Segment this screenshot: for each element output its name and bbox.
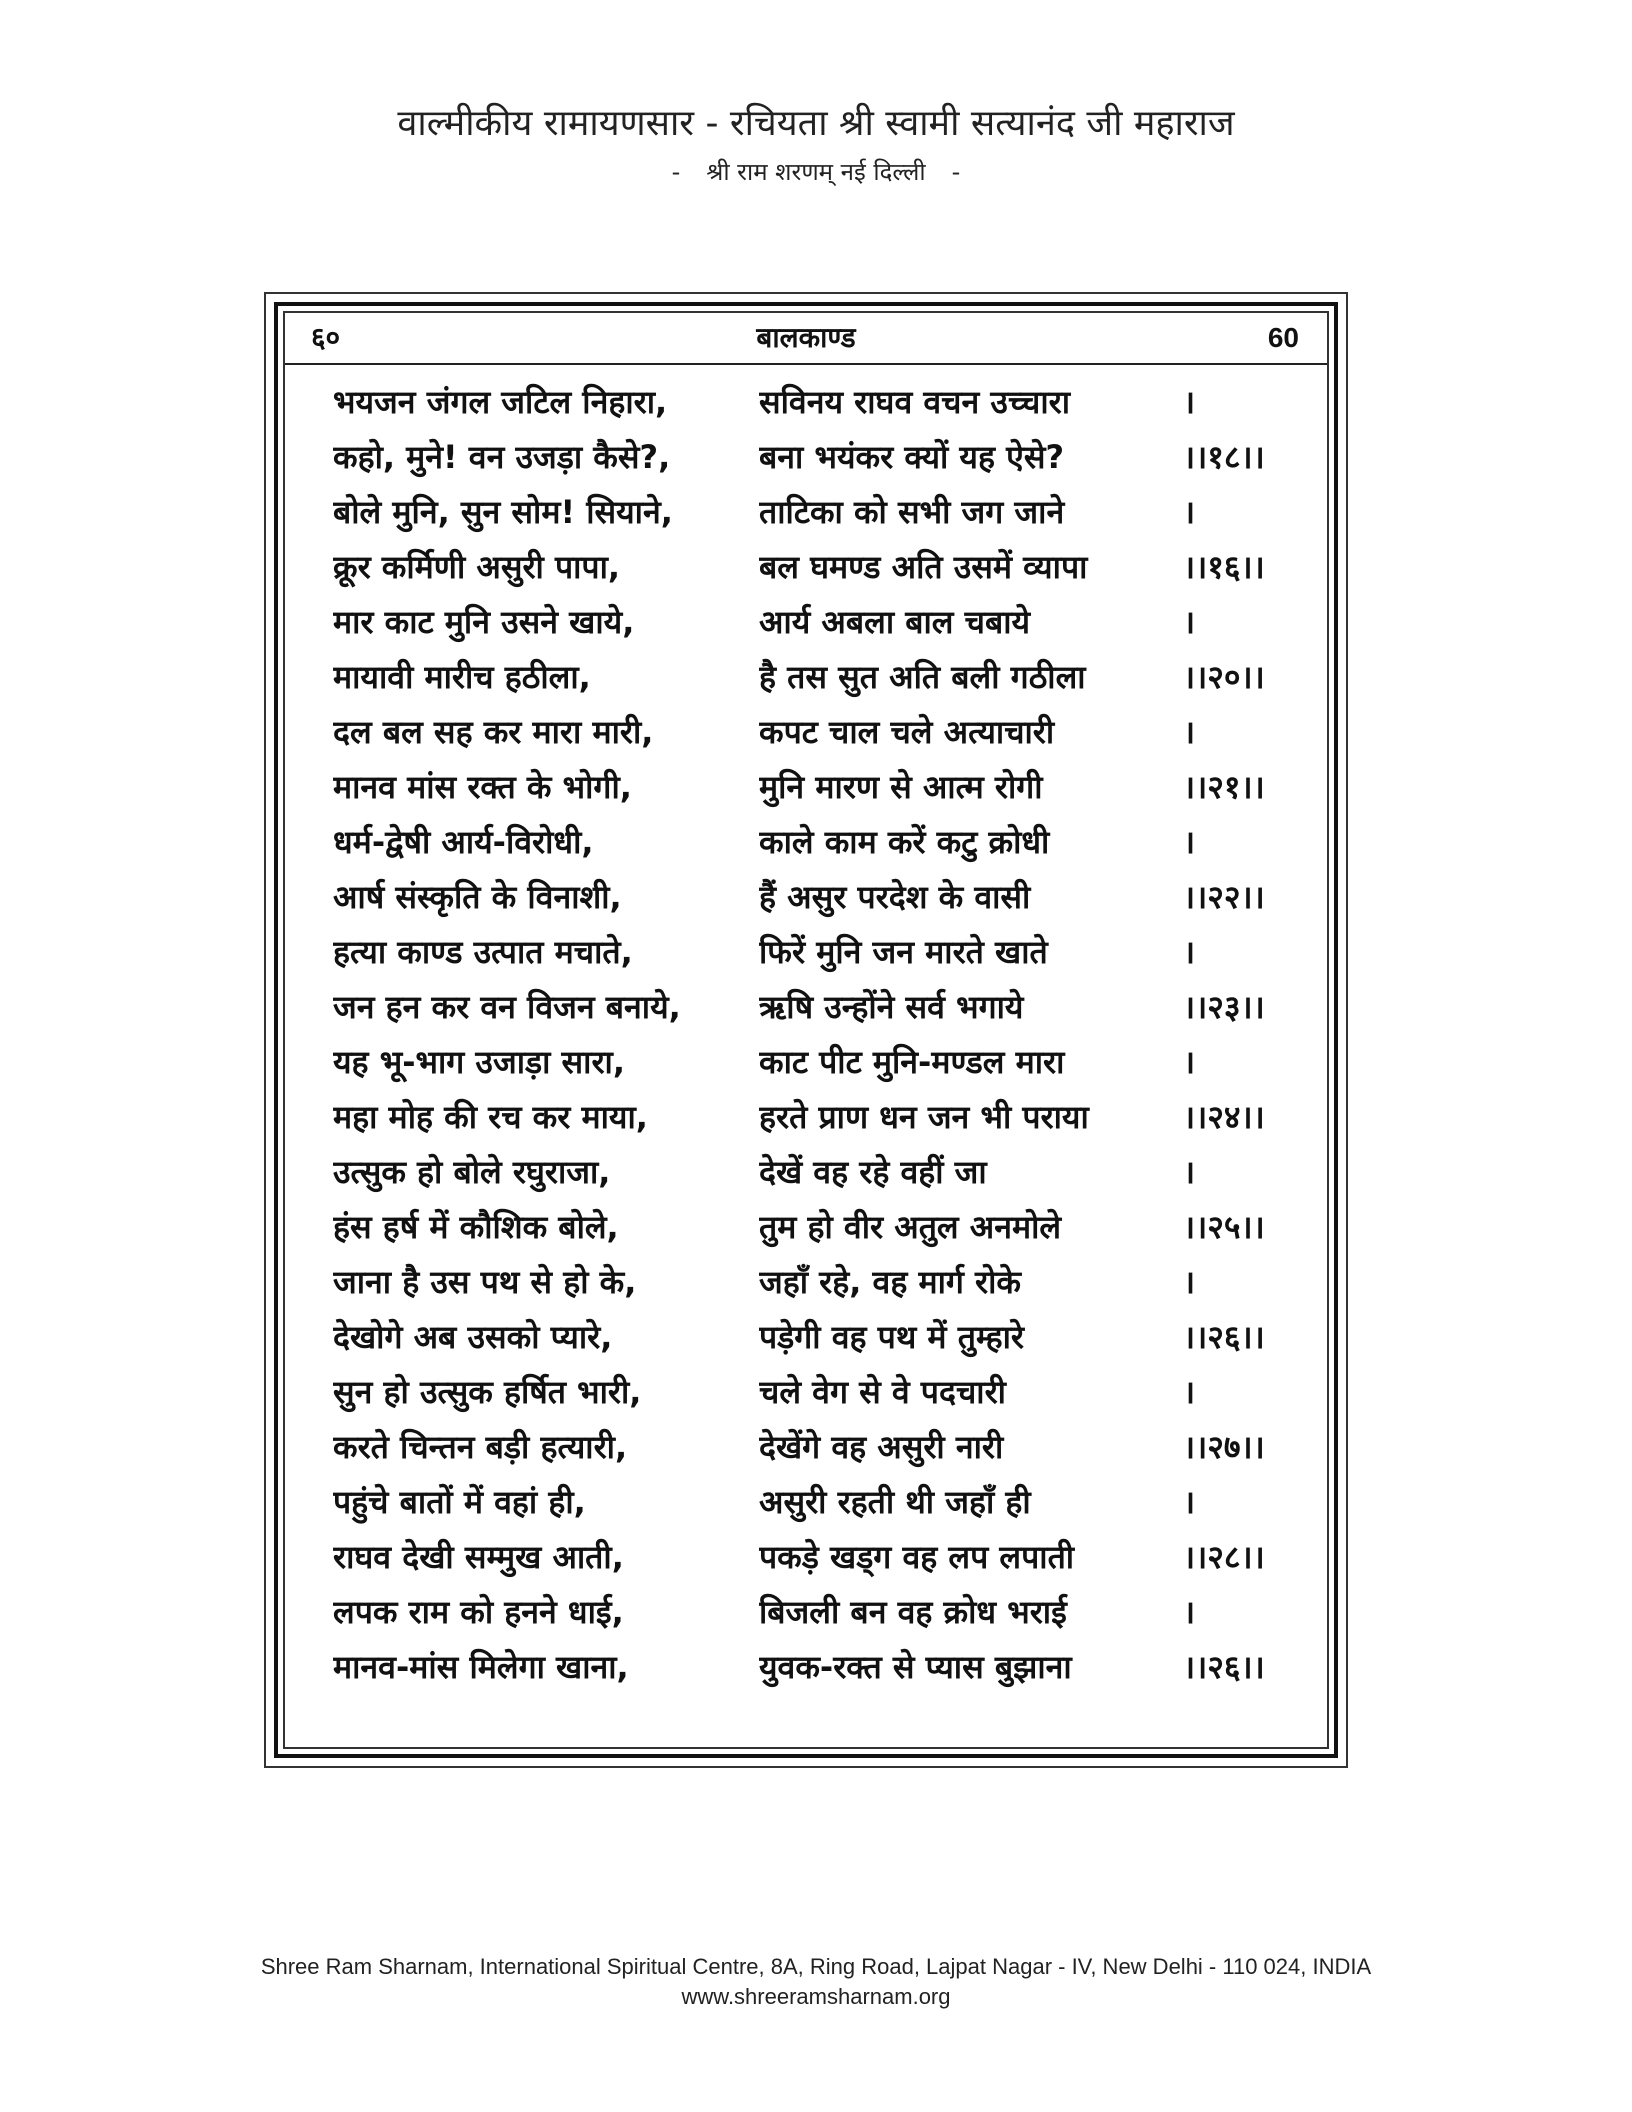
- verse-second-half: ताटिका को सभी जग जाने: [759, 493, 1065, 531]
- verse-marker: ।: [1183, 713, 1196, 751]
- footer-address: Shree Ram Sharnam, International Spiritual Centre, 8A, Ring Road, Lajpat Nagar - IV, New Delhi - 110 024, INDIA: [260, 1954, 1372, 1979]
- verse-row: [285, 540, 1327, 595]
- verse-second-half: असुरी रहती थी जहाँ ही: [759, 1483, 1031, 1521]
- verse-marker: ।।२५।।: [1183, 1208, 1265, 1246]
- verse-second-half: बल घमण्ड अति उसमें व्यापा: [759, 548, 1088, 586]
- verse-second-half: बना भयंकर क्यों यह ऐसे?: [759, 438, 1065, 476]
- verse-row: [285, 485, 1327, 540]
- verse-row: [285, 1420, 1327, 1475]
- page-number-arabic: 60: [1267, 322, 1299, 353]
- book-page-frame: [264, 292, 1348, 1768]
- verse-first-half: मानव-मांस मिलेगा खाना,: [333, 1648, 629, 1686]
- verse-second-half: फिरें मुनि जन मारते खाते: [759, 933, 1048, 971]
- book-page-content: [283, 311, 1329, 1749]
- verse-row: [285, 595, 1327, 650]
- verse-marker: ।।२८।।: [1183, 1538, 1265, 1576]
- verse-second-half: देखेंगे वह असुरी नारी: [759, 1428, 1004, 1466]
- verse-second-half: तुम हो वीर अतुल अनमोले: [759, 1208, 1062, 1246]
- verse-second-half: पकड़े खड्ग वह लप लपाती: [759, 1538, 1075, 1576]
- verse-first-half: आर्ष संस्कृति के विनाशी,: [333, 878, 622, 916]
- verse-first-half: दल बल सह कर मारा मारी,: [333, 713, 654, 751]
- verse-second-half: चले वेग से वे पदचारी: [759, 1373, 1006, 1411]
- verse-row: [285, 980, 1327, 1035]
- verse-marker: ।।२०।।: [1183, 658, 1265, 696]
- verse-row: [285, 1200, 1327, 1255]
- verse-first-half: महा मोह की रच कर माया,: [333, 1098, 648, 1136]
- page-header: [0, 100, 1632, 190]
- verse-first-half: हंस हर्ष में कौशिक बोले,: [333, 1208, 619, 1246]
- verse-first-half: मानव मांस रक्त के भोगी,: [333, 768, 632, 806]
- verse-marker: ।: [1183, 1263, 1196, 1301]
- verse-row: [285, 1475, 1327, 1530]
- verse-first-half: हत्या काण्ड उत्पात मचाते,: [333, 933, 633, 971]
- verse-row: [285, 1585, 1327, 1640]
- verse-first-half: जाना है उस पथ से हो के,: [333, 1263, 637, 1301]
- verse-second-half: हैं असुर परदेश के वासी: [759, 878, 1031, 916]
- verse-second-half: हरते प्राण धन जन भी पराया: [759, 1098, 1089, 1136]
- verse-second-half: पड़ेगी वह पथ में तुम्हारे: [759, 1318, 1024, 1356]
- verse-first-half: कहो, मुने! वन उजड़ा कैसे?,: [333, 438, 671, 476]
- verse-marker: ।।१८।।: [1183, 438, 1265, 476]
- verse-row: [285, 650, 1327, 705]
- verse-marker: ।: [1183, 1593, 1196, 1631]
- verse-second-half: है तस सुत अति बली गठीला: [759, 658, 1086, 696]
- page-subtitle: [0, 154, 1632, 190]
- verse-row: [285, 1640, 1327, 1695]
- verse-row: [285, 1255, 1327, 1310]
- verse-marker: ।: [1183, 1483, 1196, 1521]
- verse-marker: ।: [1183, 1043, 1196, 1081]
- verse-marker: ।: [1183, 603, 1196, 641]
- verse-second-half: सविनय राघव वचन उच्चारा: [759, 383, 1070, 421]
- verse-row: [285, 1145, 1327, 1200]
- verse-first-half: यह भू-भाग उजाड़ा सारा,: [333, 1043, 625, 1081]
- verse-row: [285, 1310, 1327, 1365]
- verse-marker: ।: [1183, 933, 1196, 971]
- subtitle-dash-right: -: [951, 158, 961, 186]
- verse-first-half: लपक राम को हनने धाई,: [333, 1593, 624, 1631]
- verse-first-half: राघव देखी सम्मुख आती,: [333, 1538, 624, 1576]
- verse-first-half: धर्म-द्वेषी आर्य-विरोधी,: [333, 823, 594, 861]
- verse-marker: ।: [1183, 383, 1196, 421]
- footer-website: www.shreeramsharnam.org: [681, 1984, 951, 2009]
- verse-marker: ।: [1183, 1373, 1196, 1411]
- verse-row: [285, 760, 1327, 815]
- verse-row: [285, 705, 1327, 760]
- subtitle-text: श्री राम शरणम् नई दिल्ली: [706, 158, 926, 186]
- verse-second-half: कपट चाल चले अत्याचारी: [759, 713, 1055, 751]
- subtitle-dash-left: -: [671, 158, 681, 186]
- running-header: [285, 313, 1327, 365]
- verse-first-half: मायावी मारीच हठीला,: [333, 658, 591, 696]
- verse-first-half: उत्सुक हो बोले रघुराजा,: [333, 1153, 611, 1191]
- verse-list: [285, 375, 1327, 1695]
- verse-first-half: जन हन कर वन विजन बनाये,: [333, 988, 681, 1026]
- verse-second-half: युवक-रक्त से प्यास बुझाना: [759, 1648, 1072, 1686]
- verse-marker: ।।२६।।: [1183, 1318, 1265, 1356]
- verse-second-half: आर्य अबला बाल चबाये: [759, 603, 1031, 641]
- verse-marker: ।।२१।।: [1183, 768, 1265, 806]
- verse-first-half: बोले मुनि, सुन सोम! सियाने,: [333, 493, 673, 531]
- frame-thick-border: [274, 302, 1338, 1758]
- section-title: बालकाण्ड: [756, 321, 856, 354]
- verse-second-half: जहाँ रहे, वह मार्ग रोके: [759, 1263, 1021, 1301]
- verse-second-half: काट पीट मुनि-मण्डल मारा: [759, 1043, 1065, 1081]
- verse-second-half: बिजली बन वह क्रोध भराई: [759, 1593, 1067, 1631]
- verse-first-half: सुन हो उत्सुक हर्षित भारी,: [333, 1373, 642, 1411]
- verse-marker: ।।२२।।: [1183, 878, 1265, 916]
- verse-row: [285, 1365, 1327, 1420]
- verse-marker: ।।१६।।: [1183, 548, 1265, 586]
- verse-marker: ।: [1183, 1153, 1196, 1191]
- verse-marker: ।: [1183, 493, 1196, 531]
- verse-row: [285, 815, 1327, 870]
- verse-row: [285, 430, 1327, 485]
- verse-first-half: भयजन जंगल जटिल निहारा,: [333, 383, 668, 421]
- verse-row: [285, 870, 1327, 925]
- verse-row: [285, 1090, 1327, 1145]
- verse-first-half: क्रूर कर्मिणी असुरी पापा,: [333, 548, 621, 586]
- verse-marker: ।।२७।।: [1183, 1428, 1265, 1466]
- verse-second-half: ऋषि उन्होंने सर्व भगाये: [759, 988, 1024, 1026]
- verse-second-half: मुनि मारण से आत्म रोगी: [759, 768, 1043, 806]
- page-title: वाल्मीकीय रामायणसार - रचियता श्री स्वामी सत्यानंद जी महाराज: [397, 103, 1235, 144]
- page-footer: [0, 1952, 1632, 2012]
- verse-first-half: मार काट मुनि उसने खाये,: [333, 603, 635, 641]
- verse-second-half: देखें वह रहे वहीं जा: [759, 1153, 987, 1191]
- verse-row: [285, 1530, 1327, 1585]
- verse-marker: ।।२६।।: [1183, 1648, 1265, 1686]
- verse-marker: ।।२३।।: [1183, 988, 1265, 1026]
- verse-second-half: काले काम करें कटु क्रोधी: [759, 823, 1050, 861]
- verse-first-half: देखोगे अब उसको प्यारे,: [333, 1318, 613, 1356]
- page-number-devanagari: ६०: [311, 321, 341, 354]
- verse-row: [285, 925, 1327, 980]
- verse-marker: ।: [1183, 823, 1196, 861]
- verse-marker: ।।२४।।: [1183, 1098, 1265, 1136]
- verse-first-half: करते चिन्तन बड़ी हत्यारी,: [333, 1428, 628, 1466]
- verse-row: [285, 375, 1327, 430]
- verse-first-half: पहुंचे बातों में वहां ही,: [333, 1483, 586, 1521]
- verse-row: [285, 1035, 1327, 1090]
